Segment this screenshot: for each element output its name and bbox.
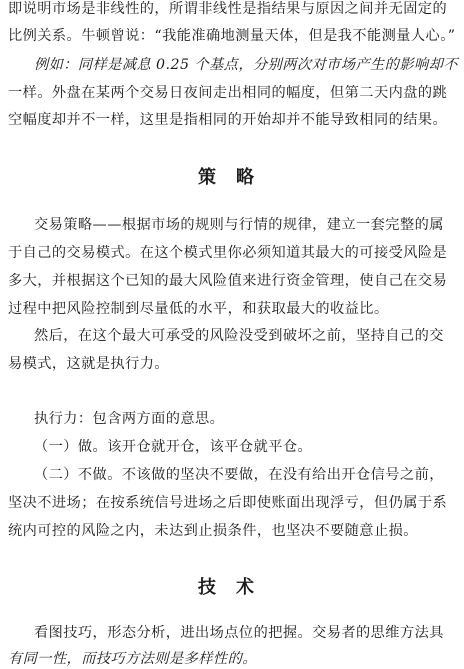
text-line: 即说明市场是非线性的，所谓非线性是指结果与原因之间并无固定的 bbox=[8, 1, 448, 17]
text-line: （一）做。该开仓就开仓，该平仓就平仓。 bbox=[34, 439, 313, 455]
text-line: 过程中把风险控制到尽量低的水平，和获取最大的收益比。 bbox=[8, 301, 389, 317]
text-line: 比例关系。牛顿曾说：“我能准确地测量天体，但是我不能测量人心。” bbox=[8, 28, 456, 44]
text-line: 然后，在这个最大可承受的风险没受到破坏之前，坚持自己的交 bbox=[34, 328, 444, 344]
text-line: 统内可控的风险之内，未达到止损条件，也坚决不要随意止损。 bbox=[8, 523, 418, 539]
text-line: 有同一性，而技巧方法则是多样性的。 bbox=[8, 651, 257, 667]
section-heading-strategy: 策略 bbox=[198, 167, 274, 188]
section-heading-technique: 技术 bbox=[198, 577, 274, 598]
text-line: 多大，并根据这个已知的最大风险值来进行资金管理，使自己在交易 bbox=[8, 273, 448, 289]
text-line: 空幅度却并不一样，这里是指相同的开始却并不能导致相同的结果。 bbox=[8, 112, 448, 128]
text-line: 易模式，这就是执行力。 bbox=[8, 356, 170, 372]
text-line: 坚决不进场；在按系统信号进场之后即使账面出现浮亏，但仍属于系 bbox=[8, 495, 448, 511]
text-line: 看图技巧，形态分析，进出场点位的把握。交易者的思维方法具 bbox=[34, 625, 444, 641]
text-line: 于自己的交易模式。在这个模式里你必须知道其最大的可接受风险是 bbox=[8, 245, 448, 261]
text-line: 交易策略——根据市场的规则与行情的规律，建立一套完整的属 bbox=[34, 217, 444, 233]
text-line: （二）不做。不该做的坚决不要做，在没有给出开仓信号之前， bbox=[34, 467, 444, 483]
text-line: 例如：同样是减息 0.25 个基点，分别两次对市场产生的影响却不 bbox=[34, 57, 458, 73]
text-line: 一样。外盘在某两个交易日夜间走出相同的幅度，但第二天内盘的跳 bbox=[8, 85, 448, 101]
text-line: 执行力：包含两方面的意思。 bbox=[34, 411, 225, 427]
